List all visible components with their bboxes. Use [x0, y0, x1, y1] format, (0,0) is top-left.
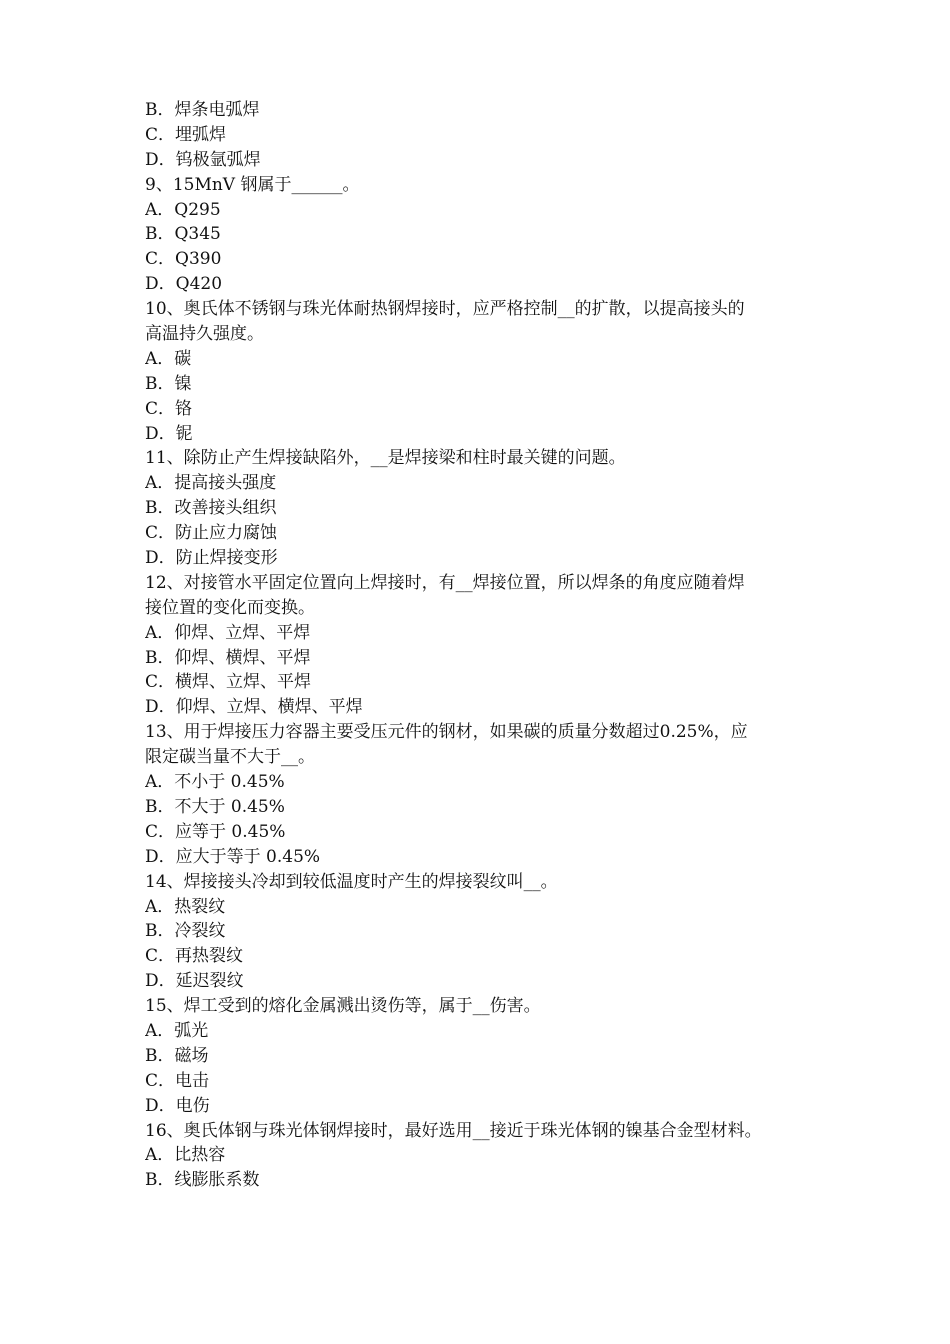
question-13-line-2: 限定碳当量不大于__。: [145, 747, 315, 768]
option-c: C．铬: [145, 398, 193, 419]
option-c: C．防止应力腐蚀: [145, 523, 278, 544]
question-11: 11、除防止产生焊接缺陷外，__是焊接梁和柱时最关键的问题。: [145, 448, 626, 469]
document-page: [145, 98, 815, 1193]
option-a: A．Q295: [145, 199, 221, 220]
option-a: A．碳: [145, 348, 192, 369]
question-10-line-2: 高温持久强度。: [145, 324, 264, 345]
option-c: C．埋弧焊: [145, 124, 227, 145]
option-d: D．电伤: [145, 1095, 210, 1116]
option-b: B．冷裂纹: [145, 921, 226, 942]
option-b: B．仰焊、横焊、平焊: [145, 647, 311, 668]
option-d: D．仰焊、立焊、横焊、平焊: [145, 697, 363, 718]
option-b: B．磁场: [145, 1045, 209, 1066]
option-d: D．应大于等于 0.45%: [145, 846, 321, 867]
question-12-line-2: 接位置的变化而变换。: [145, 597, 315, 618]
option-d: D．铌: [145, 423, 193, 444]
option-a: A．热裂纹: [145, 896, 226, 917]
question-14: 14、焊接接头冷却到较低温度时产生的焊接裂纹叫__。: [145, 871, 558, 892]
option-b: B．焊条电弧焊: [145, 100, 260, 120]
option-d: D．防止焊接变形: [145, 548, 278, 569]
option-a: A．提高接头强度: [145, 473, 277, 494]
option-d: D．钨极氩弧焊: [145, 149, 261, 170]
option-a: A．不小于 0.45%: [145, 772, 285, 793]
option-a: A．弧光: [145, 1020, 209, 1041]
option-d: D．延迟裂纹: [145, 971, 244, 992]
option-a: A．比热容: [145, 1145, 226, 1166]
option-a: A．仰焊、立焊、平焊: [145, 622, 311, 643]
option-c: C．电击: [145, 1070, 210, 1091]
question-16: 16、奥氏体钢与珠光体钢焊接时，最好选用__接近于珠光体钢的镍基合金型材料。: [145, 1120, 762, 1141]
option-c: C．应等于 0.45%: [145, 821, 286, 842]
question-15: 15、焊工受到的熔化金属溅出烫伤等，属于__伤害。: [145, 996, 541, 1017]
option-d: D．Q420: [145, 274, 223, 295]
option-b: B．改善接头组织: [145, 498, 277, 519]
question-9: 9、15MnV 钢属于______。: [145, 174, 360, 195]
question-10-line-1: 10、奥氏体不锈钢与珠光体耐热钢焊接时，应严格控制__的扩散，以提高接头的: [145, 299, 745, 320]
option-b: B．镍: [145, 373, 192, 394]
option-b: B．线膨胀系数: [145, 1170, 260, 1191]
option-c: C．横焊、立焊、平焊: [145, 672, 312, 693]
option-c: C．再热裂纹: [145, 946, 244, 967]
question-12-line-1: 12、对接管水平固定位置向上焊接时，有__焊接位置，所以焊条的角度应随着焊: [145, 572, 745, 593]
option-b: B．不大于 0.45%: [145, 796, 285, 817]
option-c: C．Q390: [145, 249, 222, 270]
question-13-line-1: 13、用于焊接压力容器主要受压元件的钢材，如果碳的质量分数超过0.25%，应: [145, 722, 748, 743]
option-b: B．Q345: [145, 224, 221, 245]
